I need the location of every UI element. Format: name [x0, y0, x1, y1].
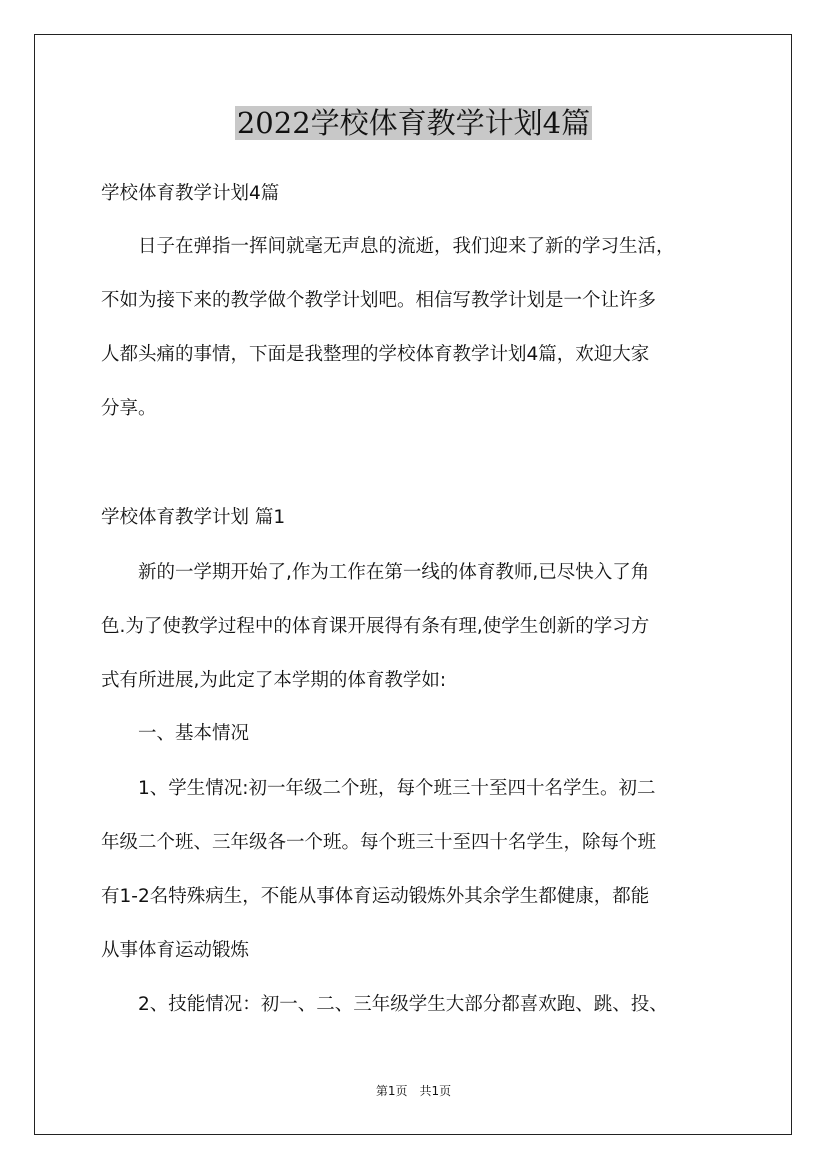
paragraph-line: 不如为接下来的教学做个教学计划吧。相信写教学计划是一个让许多 — [101, 290, 657, 311]
paragraph-line: 日子在弹指一挥间就毫无声息的流逝，我们迎来了新的学习生活， — [101, 236, 675, 257]
paragraph-line: 学校体育教学计划4篇 — [101, 183, 280, 204]
paragraph-line: 有1-2名特殊病生，不能从事体育运动锻炼外其余学生都健康，都能 — [101, 886, 650, 907]
paragraph-line: 年级二个班、三年级各一个班。每个班三十至四十名学生，除每个班 — [101, 832, 657, 853]
section-heading: 学校体育教学计划 篇1 — [101, 507, 286, 528]
paragraph-line: 分享。 — [101, 398, 157, 419]
paragraph-line: 2、技能情况：初一、二、三年级学生大部分都喜欢跑、跳、投、 — [101, 994, 668, 1015]
document-title — [0, 102, 827, 144]
document-title-text: 2022学校体育教学计划4篇 — [236, 106, 591, 140]
subsection-heading: 一、基本情况 — [101, 723, 250, 744]
page-footer: 第1页 共1页 — [375, 1084, 452, 1098]
paragraph-line: 从事体育运动锻炼 — [101, 940, 250, 961]
paragraph-line: 色.为了使教学过程中的体育课开展得有条有理,使学生创新的学习方 — [101, 616, 650, 637]
paragraph-line: 新的一学期开始了,作为工作在第一线的体育教师,已尽快入了角 — [101, 562, 650, 583]
paragraph-line: 人都头痛的事情，下面是我整理的学校体育教学计划4篇，欢迎大家 — [101, 344, 650, 365]
paragraph-line: 式有所进展,为此定了本学期的体育教学如: — [101, 670, 447, 691]
paragraph-line: 1、学生情况:初一年级二个班，每个班三十至四十名学生。初二 — [101, 778, 656, 799]
